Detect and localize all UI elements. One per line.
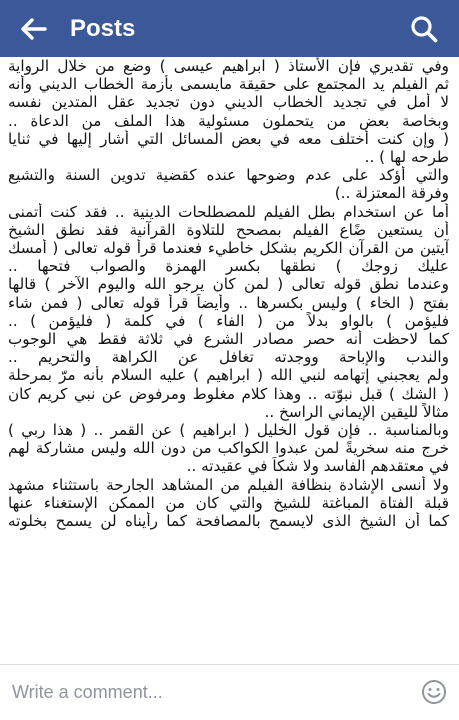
page-title: Posts	[70, 14, 136, 42]
post-line: وفي تقديري فإن الأستاذ ( ابراهيم عيسى ) وضع من خلال الرواية	[8, 57, 449, 75]
post-body	[0, 57, 459, 530]
post-line: كما أن الشيخ الذى لايسمح بالمصافحة كما رأيناه لن يسمح بخلوته	[8, 512, 449, 531]
post-line: طرحه لها ) ..	[364, 148, 449, 167]
post-content	[0, 57, 459, 664]
comment-composer	[0, 665, 459, 720]
search-icon	[410, 15, 438, 43]
post-line: ( الشك ) قبل نبوّته .. وهذا كلام مغلوط ومرفوض عن نبي كريم كان	[8, 384, 449, 403]
post-line: آيتين من القرآن الكريم بشكل خاطيء فعندما قرأ قوله تعالى ( أمسك	[8, 239, 449, 258]
post-line: كما لاحظت أنه حصر مصادر الشرع في ثلاثة فقط هي الوجوب	[8, 330, 449, 349]
post-line: ولم يعجبني إتهامه لنبي الله ( ابراهيم ) عليه السلام بأنه مرّ بمرحلة	[8, 366, 449, 385]
comment-input[interactable]	[10, 681, 394, 704]
post-line: بفتح ( الخاء ) وليس بكسرها .. وأيضاً قرأ قوله تعالى ( فمن شاء	[8, 293, 449, 312]
top-app-bar	[0, 0, 459, 57]
post-line: قبلة الفتاة المباغتة للشيخ والتي كان من الممكن الإستغناء عنها	[8, 493, 449, 512]
search-button[interactable]	[403, 8, 445, 50]
arrow-left-icon	[21, 18, 47, 40]
post-line: ولا أنسى الإشادة بنظافة الفيلم من المشاهد الجارحة باستثناء مشهد	[8, 475, 449, 494]
post-line: في معتقدهم الفاسد ولا شكاً في عقيدته ..	[186, 457, 449, 476]
post-line: ( وإن كنت أختلف معه في بعض المسائل التي أشار إليها في ثنايا	[8, 129, 449, 148]
post-line: وعندما نطق قوله تعالى ( لمن كان يرجو الله واليوم الآخر ) قالها	[8, 275, 449, 294]
post-line: وبخاصة بعض من يتحملون مسئولية هذا الملف من الدعاة ..	[8, 111, 449, 130]
post-line: مثالاً لليقين الإيماني الراسخ ..	[264, 402, 449, 421]
smiley-icon[interactable]	[421, 679, 447, 705]
post-line: أن يستعين ضًاع الفيلم بمصحح للتلاوة القرآنية فقد نطق الشيخ	[8, 220, 449, 239]
post-line: والتي أؤكد على عدم وضوحها عنده كقضية تدوين السنة والتشيع	[8, 166, 449, 185]
post-line: والندب والإباحة ووجدته تغافل عن الكراهة والتحريم ..	[8, 348, 449, 367]
post-line: فليؤمن ) بالواو بدلاً من ( الفاء ) في كلمة ( فليؤمن ) ..	[8, 311, 449, 330]
post-line: وفرقة المعتزلة ..)	[334, 184, 449, 203]
post-line: خرج منه سخريةً لمن عبدوا الكواكب من دون الله وليس مشاركة لهم	[8, 439, 449, 458]
post-line: لا أمل في تجديد الخطاب الديني دون تجديد عقل المتدين نفسه	[8, 93, 449, 112]
post-line: أما عن استخدام بطل الفيلم للمصطلحات الدينية .. فقد كنت أتمنى	[8, 202, 449, 221]
post-line: وبالمناسبة .. فإن قول الخليل ( ابراهيم ) عن القمر .. ( هذا ربي )	[8, 421, 449, 440]
post-line: ثم الفيلم يد المجتمع على حقيقة مايسمى بأزمة الخطاب الديني وأنه	[8, 75, 449, 94]
post-line: عليك زوجك ) نطقها بكسر الهمزة والصواب فتحها ..	[8, 257, 449, 276]
back-button[interactable]	[12, 7, 56, 51]
